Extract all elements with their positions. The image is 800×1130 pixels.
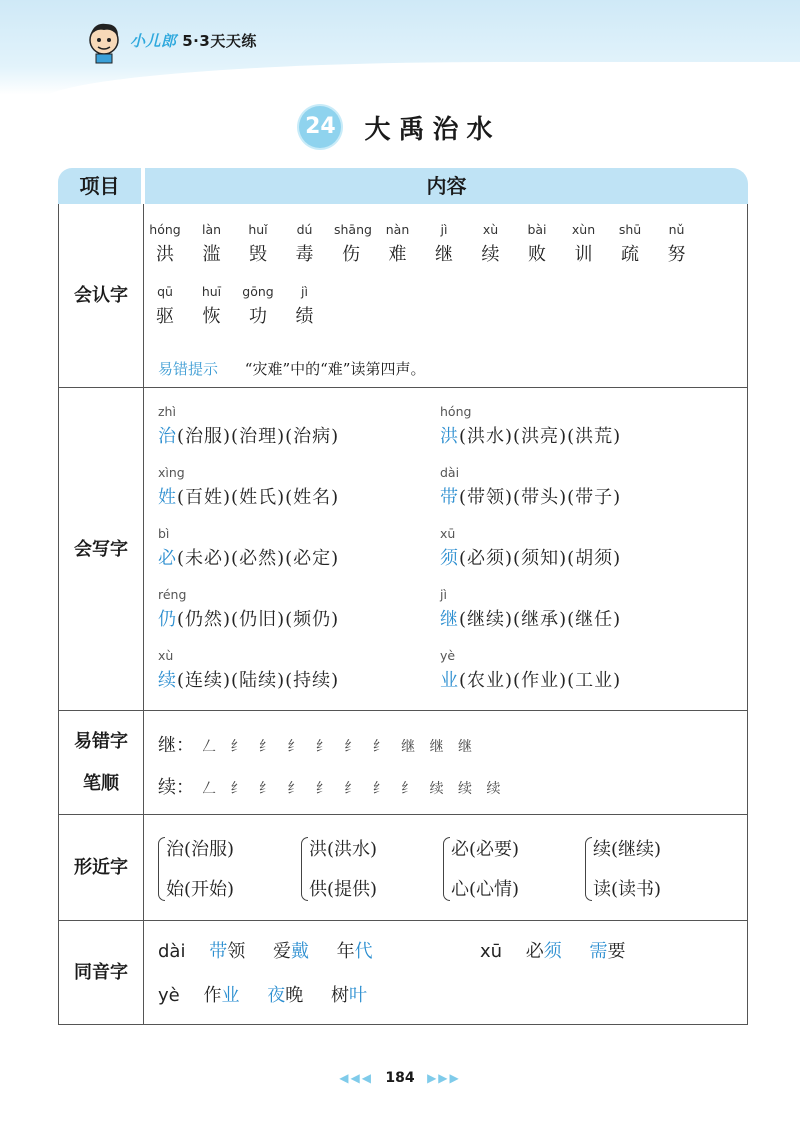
section-label: 易错字 笔顺 [59,711,144,815]
section-stroke-order [59,710,747,815]
example-words: (治服)(治理)(治病) [177,426,340,447]
char-with-pinyin [148,222,182,266]
page-number: 184 [385,1070,415,1086]
target-char: 治 [158,426,177,447]
example-words: (必须)(须知)(胡须) [459,548,622,569]
stroke-row: 续： 𠃋 纟 纟 纟 纟 纟 纟 纟 续 续 续 [158,777,506,798]
char-with-pinyin [288,222,322,266]
section-content [144,388,747,711]
char-with-pinyin [567,222,601,266]
section-label: 形近字 [59,815,144,921]
write-char-item [440,404,621,448]
char-with-pinyin [241,284,275,328]
pinyin: qū [157,284,173,299]
hanzi: 努 [667,244,686,265]
section-content [144,711,747,815]
lesson-heading [0,106,800,148]
write-char-item [440,587,621,631]
header-content: 内容 [145,168,748,204]
write-char-item [158,648,339,692]
lesson-number-badge: 24 [299,106,341,148]
pinyin: gōng [242,284,274,299]
pinyin: xù [158,648,174,663]
table-grid [58,204,748,1025]
pinyin: jì [440,587,447,602]
char-with-pinyin [195,222,229,266]
hanzi: 滥 [202,244,221,265]
pinyin: réng [158,587,187,602]
example-words: (未必)(必然)(必定) [177,548,340,569]
section-label: 会写字 [59,388,144,711]
hanzi: 驱 [156,306,174,327]
section-label: 同音字 [59,921,144,1025]
brand-series: 5·3天天练 [182,32,257,50]
example-words: (连续)(陆续)(持续) [177,670,340,691]
hanzi: 续 [481,244,500,265]
target-char: 洪 [440,426,459,447]
prev-arrows-icon: ◀◀◀ [339,1071,373,1085]
example-words: (继续)(继承)(继任) [459,609,622,630]
homophone-row-dai: dài 带领 爱戴 年代 [158,941,373,962]
example-words: (仍然)(仍旧)(频仍) [177,609,340,630]
section-content [144,921,747,1025]
mascot-logo-icon [84,20,124,64]
pinyin: jì [301,284,308,299]
char-with-pinyin [195,284,229,328]
pinyin: dú [296,222,313,237]
char-with-pinyin [148,284,182,328]
target-char: 须 [440,548,459,569]
char-with-pinyin [660,222,694,266]
write-char-item [440,648,621,692]
next-arrows-icon: ▶▶▶ [427,1071,461,1085]
hanzi: 训 [574,244,593,265]
write-char-item [440,526,621,570]
pinyin: xù [482,222,499,237]
target-char: 续 [158,670,177,691]
header-item: 项目 [58,168,141,204]
pinyin: nǔ [668,222,685,237]
pinyin: shāng [334,222,372,237]
pinyin: bì [158,526,170,541]
char-with-pinyin [427,222,461,266]
pinyin: hóng [440,404,472,419]
write-char-item [158,465,339,509]
section-content [144,204,747,387]
section-similar [59,814,747,921]
example-words: (带领)(带头)(带子) [459,487,622,508]
homophone-row-ye: yè 作业 夜晚 树叶 [158,985,367,1006]
pinyin: jì [440,222,448,237]
hanzi: 洪 [156,244,174,265]
hanzi: 恢 [202,306,221,327]
write-char-item [158,404,339,448]
target-char: 继 [440,609,459,630]
write-char-item [158,587,339,631]
section-write [59,387,747,711]
char-with-pinyin [334,222,372,266]
hanzi: 继 [435,244,453,265]
hanzi: 难 [388,244,407,265]
pinyin: xìng [158,465,185,480]
pinyin: nàn [385,222,410,237]
write-char-item [440,465,621,509]
pinyin: xùn [571,222,596,237]
study-table [58,168,748,1026]
tip-label: 易错提示 [158,360,219,378]
target-char: 必 [158,548,177,569]
target-char: 姓 [158,487,177,508]
example-words: (农业)(作业)(工业) [459,670,622,691]
target-char: 业 [440,670,459,691]
pinyin: yè [440,648,456,663]
pinyin: hóng [149,222,181,237]
example-words: (百姓)(姓氏)(姓名) [177,487,340,508]
pinyin: bài [527,222,547,237]
hanzi: 绩 [295,306,314,327]
lesson-title: 大禹治水 [364,114,501,145]
section-homophone [59,920,747,1025]
target-char: 带 [440,487,459,508]
pinyin: dài [440,465,460,480]
example-words: (洪水)(洪亮)(洪荒) [459,426,622,447]
hanzi: 毁 [249,244,267,265]
pinyin: xū [440,526,456,541]
brand-name: 小儿郎 [130,32,177,50]
pinyin: làn [201,222,222,237]
char-with-pinyin [520,222,554,266]
brand [130,30,257,51]
stroke-row: 继： 𠃋 纟 纟 纟 纟 纟 纟 继 继 继 [158,735,478,756]
write-char-item [158,526,339,570]
hanzi: 伤 [342,244,360,265]
hanzi: 败 [528,244,546,265]
char-with-pinyin [613,222,647,266]
page-footer [0,1070,800,1086]
section-recognize [59,204,747,387]
homophone-row-xu: xū 必须 需要 [480,941,626,962]
hanzi: 毒 [295,244,314,265]
tip-text: “灾难”中的“难”读第四声。 [244,360,426,378]
pinyin: huǐ [248,222,268,237]
char-with-pinyin [241,222,275,266]
section-content: 治(治服) 始(开始) 洪(洪水) 供(提供) 必(必要) 心(心情) 续(继续) 读(读书) [144,815,747,921]
char-with-pinyin [381,222,415,266]
target-char: 仍 [158,609,177,630]
char-with-pinyin [474,222,508,266]
hanzi: 疏 [621,244,639,265]
pinyin: zhì [158,404,176,419]
pinyin: shū [618,222,642,237]
hanzi: 功 [249,306,267,327]
pinyin: huī [201,284,222,299]
section-label: 会认字 [59,204,144,387]
tip [158,358,425,379]
char-with-pinyin [288,284,322,328]
